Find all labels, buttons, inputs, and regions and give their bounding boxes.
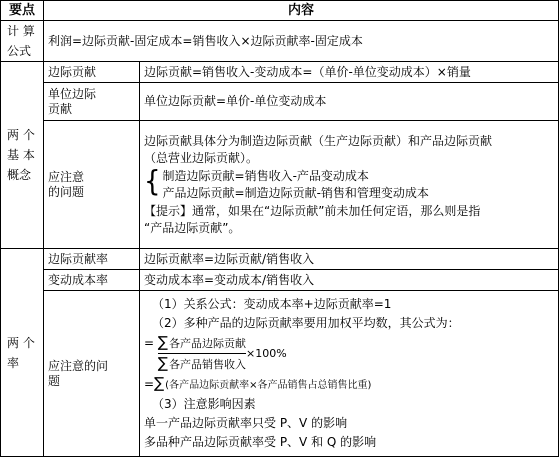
concept-notes-row — [1, 121, 559, 249]
concept-notes-label: 应注意 的问题 — [44, 121, 140, 249]
vc-rate-label: 变动成本率 — [44, 270, 140, 291]
cm-rate-content: 边际贡献率=边际贡献/销售收入 — [140, 249, 559, 270]
weighted-sum: =∑(各产品边际贡献率×各产品销售占总销售比重) — [144, 374, 372, 392]
concept-notes-content: 边际贡献具体分为制造边际贡献（生产边际贡献）和产品边际贡献 （总营业边际贡献）。 { 制造边际贡献=销售收入-产品变动成本 产品边际贡献=制造边际贡献-销售和管理变动成本 【提示】通常，如果在“边际贡献”前未加任何定语，那么则是指 “产品边际贡献”。 — [140, 121, 559, 249]
basic-concepts-label: 两 个 基 本 概念 — [1, 62, 44, 249]
contribution-row — [1, 62, 559, 83]
vc-rate-row — [1, 270, 559, 291]
left-brace-icon: { — [144, 164, 161, 198]
header-point: 要点 — [1, 1, 44, 21]
unit-contribution-row — [1, 83, 559, 121]
header-row — [1, 1, 559, 21]
rate-notes-row — [1, 291, 559, 457]
header-content: 内容 — [44, 1, 559, 21]
profit-formula-content: 利润=边际贡献-固定成本=销售收入×边际贡献率-固定成本 — [44, 21, 559, 62]
profit-formula-label: 计 算 公式 — [1, 21, 44, 62]
brace-group: { 制造边际贡献=销售收入-产品变动成本 产品边际贡献=制造边际贡献-销售和管理变动成本 — [144, 168, 554, 202]
contribution-label: 边际贡献 — [44, 62, 140, 83]
unit-contribution-label: 单位边际 贡献 — [44, 83, 140, 121]
cm-rate-row — [1, 249, 559, 270]
two-rates-label: 两 个 率 — [1, 249, 44, 457]
contribution-content: 边际贡献=销售收入-变动成本=（单价-单位变动成本）×销量 — [140, 62, 559, 83]
vc-rate-content: 变动成本率=变动成本/销售收入 — [140, 270, 559, 291]
profit-formula-row — [1, 21, 559, 62]
rate-notes-label: 应注意的问 题 — [44, 291, 140, 457]
cm-rate-label: 边际贡献率 — [44, 249, 140, 270]
weighted-fraction: = $\frac{\text{∑各产品边际贡献}}{\text{∑各产品销售收入}}$ ×100% — [144, 333, 287, 372]
rate-notes-content: （1）关系公式：变动成本率+边际贡献率=1 （2）多种产品的边际贡献率要用加权平均数，其公式为： = $\frac{\text{∑各产品边际贡献}}{\text{∑各产品销售收入}}$ ×100% =∑(各产品边际贡献率×各产品销售占总销售比重) （3）注意影响因素 单一产品边际贡献率只受 P、V 的影响 多品种产品边际贡献率受 P、V 和 Q 的影响 — [140, 291, 559, 457]
unit-contribution-content: 单位边际贡献=单价-单位变动成本 — [140, 83, 559, 121]
